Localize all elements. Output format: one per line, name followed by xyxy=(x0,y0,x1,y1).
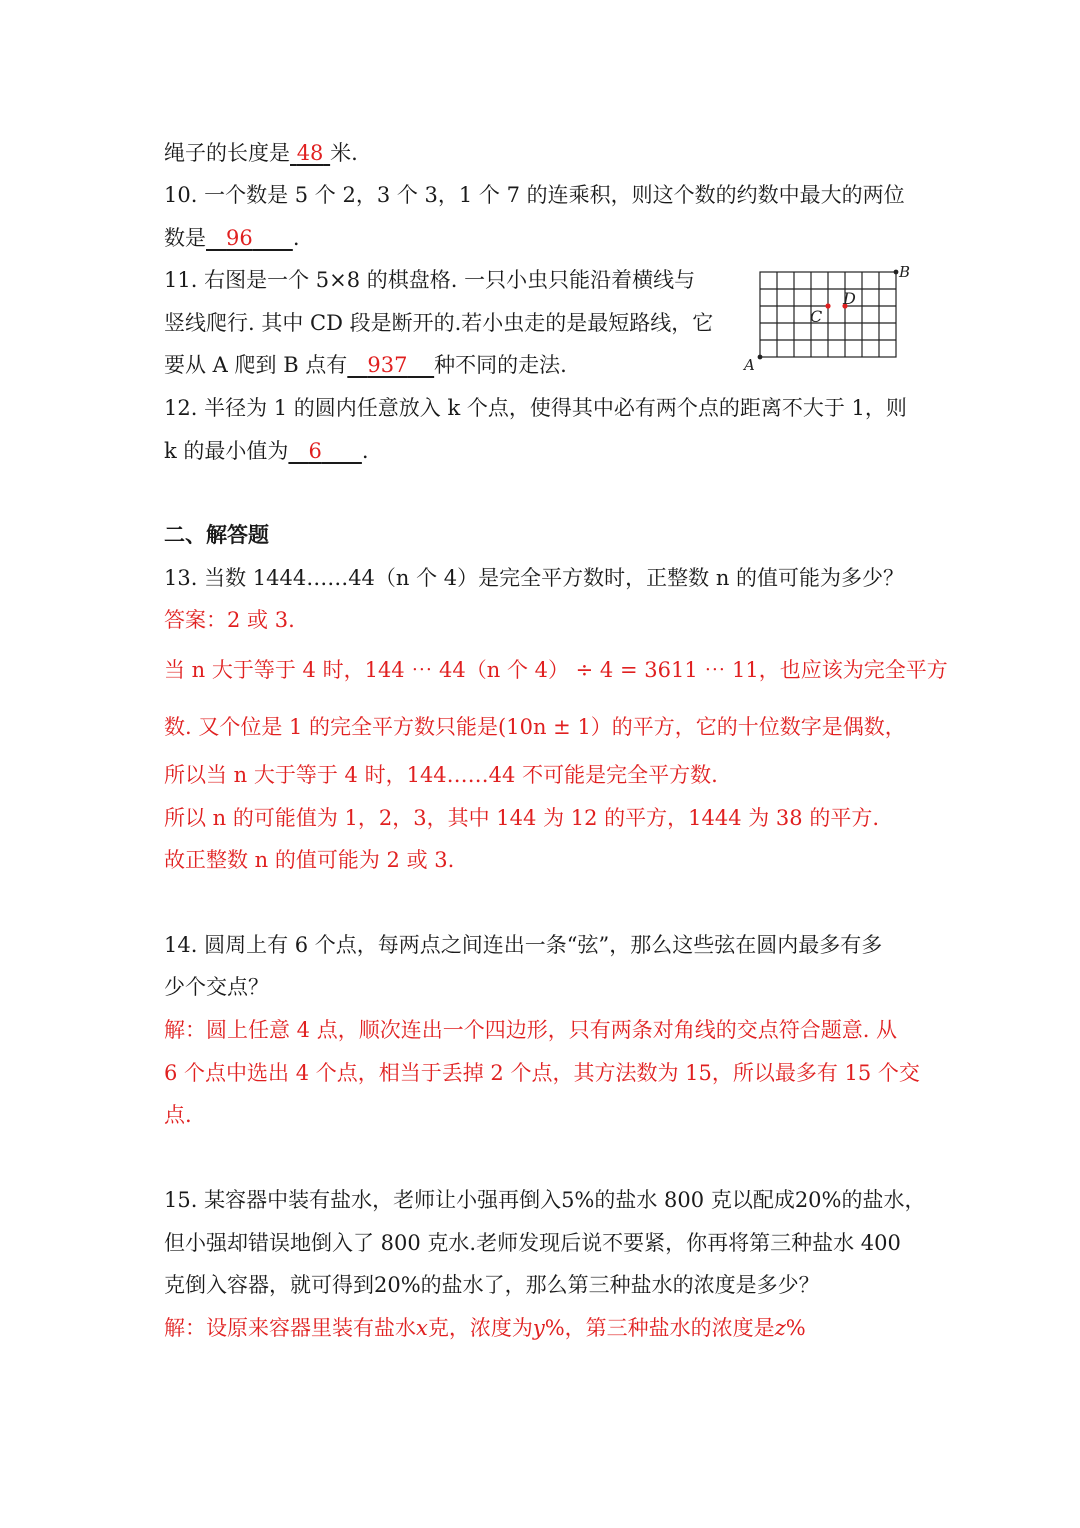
q13-question: 13. 当数 1444……44（n 个 4）是完全平方数时，正整数 n 的值可能为多少？ xyxy=(164,566,905,590)
q14-solution-line-2: 6 个点中选出 4 个点，相当于丢掉 2 个点，其方法数为 15，所以最多有 15 个交 xyxy=(164,1061,920,1085)
q11-line-3 xyxy=(164,350,724,380)
q14-solution-line-1: 解：圆上任意 4 点，顺次连出一个四边形，只有两条对角线的交点符合题意. 从 xyxy=(164,1018,898,1042)
q15-question-line-1: 15. 某容器中装有盐水，老师让小强再倒入5%的盐水 800 克以配成20%的盐水， xyxy=(164,1188,926,1212)
q14-solution-line-3: 点. xyxy=(164,1103,192,1127)
point-c-dot xyxy=(825,303,830,308)
q10-line-1: 10. 一个数是 5 个 2，3 个 3，1 个 7 的连乘积，则这个数的约数中最大的两位 xyxy=(164,183,905,207)
q10-suffix: . xyxy=(292,226,300,250)
q9-answer-blank xyxy=(290,141,330,165)
q15-var-y: y xyxy=(532,1316,545,1340)
q11-suffix: 种不同的走法. xyxy=(434,353,567,377)
q10-answer: 96 xyxy=(226,226,253,250)
q15-solution-text: 解：设原来容器里装有盐水 xyxy=(164,1316,416,1340)
q12-pad-left xyxy=(288,439,308,463)
q11-pad-right xyxy=(407,353,434,377)
label-d: D xyxy=(843,289,856,308)
q14-question-line-2: 少个交点？ xyxy=(164,975,269,999)
q10-line-2 xyxy=(164,223,924,253)
q15-var-z: z xyxy=(774,1316,786,1340)
point-a-dot xyxy=(758,355,763,360)
chessboard-grid-figure xyxy=(736,258,922,378)
q15-solution-text: % xyxy=(785,1316,806,1340)
q11-line-2: 竖线爬行. 其中 CD 段是断开的.若小虫走的是最短路线，它 xyxy=(164,311,714,335)
q13-solution-line-5: 故正整数 n 的值可能为 2 或 3. xyxy=(164,848,455,872)
q11-text: 要从 A 爬到 B 点有 xyxy=(164,353,348,377)
q15-solution-text: %，第三种盐水的浓度是 xyxy=(544,1316,775,1340)
q11-pad-left xyxy=(347,353,367,377)
q15-var-x: x xyxy=(416,1316,428,1340)
q9-text: 绳子的长度是 xyxy=(164,141,290,165)
q10-answer-blank xyxy=(206,226,293,250)
q15-solution-line-1 xyxy=(164,1313,924,1343)
q11-answer-blank xyxy=(347,353,434,377)
q12-answer: 6 xyxy=(308,439,322,463)
q10-pad-right xyxy=(253,226,293,250)
label-c: C xyxy=(810,307,823,326)
section-heading: 二、解答题 xyxy=(164,522,269,547)
q13-solution-line-1: 当 n 大于等于 4 时，144 ⋯ 44（n 个 4） ÷ 4 = 3611 ⋯ 11，也应该为完全平方 xyxy=(164,658,948,682)
q12-suffix: . xyxy=(361,439,369,463)
q13-solution-line-2: 数. 又个位是 1 的完全平方数只能是(10n ± 1）的平方，它的十位数字是偶数， xyxy=(164,715,906,739)
q13-solution-line-3: 所以当 n 大于等于 4 时，144……44 不可能是完全平方数. xyxy=(164,763,718,787)
q12-answer-blank xyxy=(288,439,361,463)
q11-answer: 937 xyxy=(367,353,408,377)
q12-pad-right xyxy=(322,439,362,463)
q14-question-line-1: 14. 圆周上有 6 个点，每两点之间连出一条“弦”，那么这些弦在圆内最多有多 xyxy=(164,933,883,957)
q15-question-line-3: 克倒入容器，就可得到20%的盐水了，那么第三种盐水的浓度是多少？ xyxy=(164,1273,820,1297)
q15-solution-text: 克，浓度为 xyxy=(427,1316,533,1340)
label-a: A xyxy=(744,356,755,374)
q9-suffix: 米. xyxy=(330,141,358,165)
q12-line-1: 12. 半径为 1 的圆内任意放入 k 个点，使得其中必有两个点的距离不大于 1，则 xyxy=(164,396,907,420)
q10-text: 数是 xyxy=(164,226,206,250)
q12-text: k 的最小值为 xyxy=(164,439,289,463)
label-b: B xyxy=(899,263,911,281)
point-b-dot xyxy=(894,270,899,275)
q13-solution-line-4: 所以 n 的可能值为 1，2，3，其中 144 为 12 的平方，1444 为 38 的平方. xyxy=(164,806,880,830)
q9-line xyxy=(164,138,924,168)
grid-lines xyxy=(760,272,896,357)
q11-line-1: 11. 右图是一个 5×8 的棋盘格. 一只小虫只能沿着横线与 xyxy=(164,268,696,292)
q9-pad-left xyxy=(290,141,297,165)
q10-pad-left xyxy=(206,226,226,250)
q9-answer: 48 xyxy=(296,141,324,165)
q12-line-2 xyxy=(164,436,924,466)
q15-question-line-2: 但小强却错误地倒入了 800 克水.老师发现后说不要紧，你再将第三种盐水 400 xyxy=(164,1231,901,1255)
q13-answer: 答案：2 或 3. xyxy=(164,608,295,632)
